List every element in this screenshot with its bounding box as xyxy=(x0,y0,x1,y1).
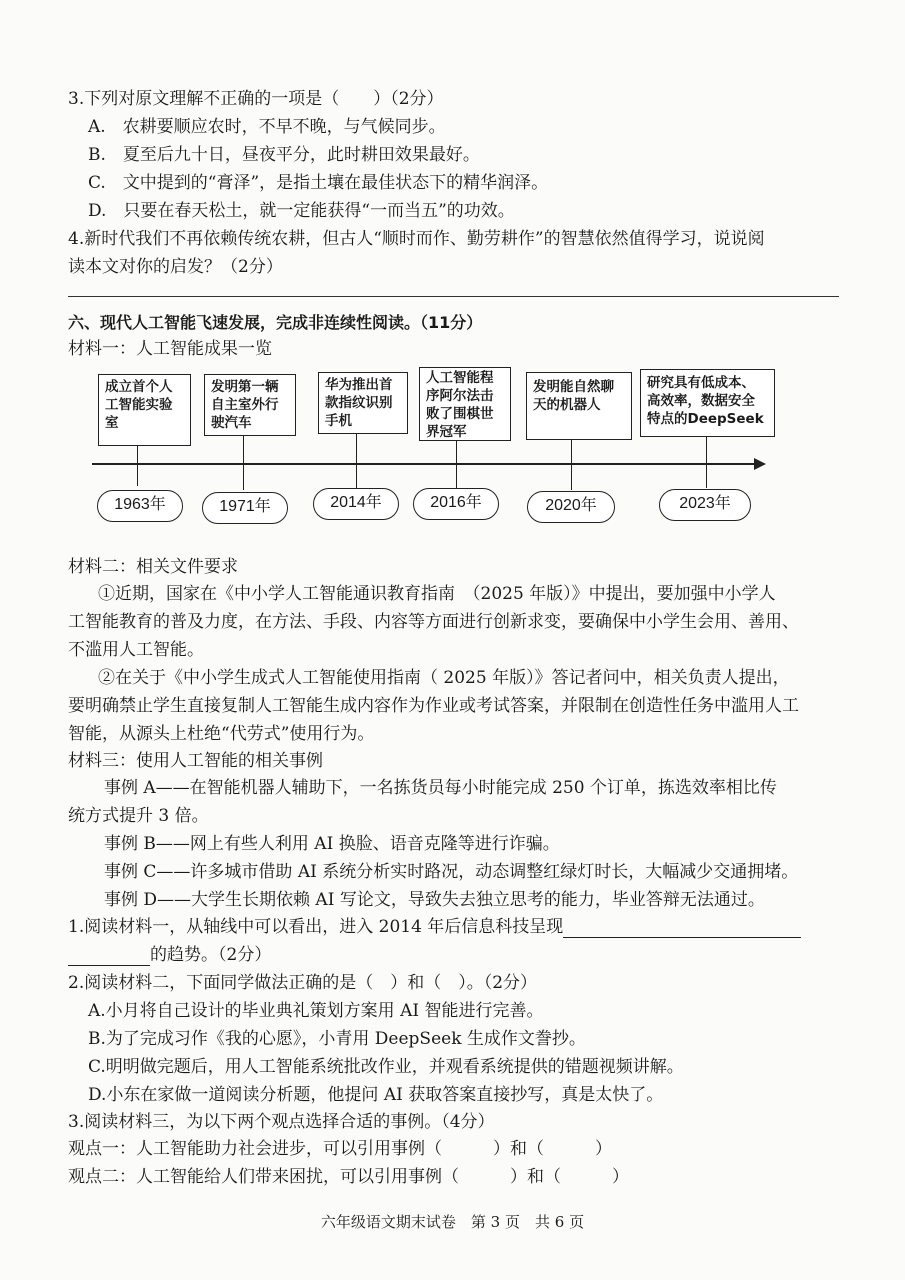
q4-line-2: 读本文对你的启发？（2分） xyxy=(68,257,283,277)
timeline-event-box: 发明第一辆 自主室外行 驶汽车 xyxy=(204,374,296,436)
timeline-year: 1963年 xyxy=(97,490,183,522)
material-2-paragraph-2-cont: 要明确禁止学生直接复制人工智能生成内容作为作业或考试答案，并限制在创造性任务中滥用人工 xyxy=(68,696,799,716)
material-2-title: 材料二：相关文件要求 xyxy=(68,557,238,577)
timeline-connector xyxy=(571,440,572,490)
case-a: 事例 A——在智能机器人辅助下，一名拣货员每小时能完成 250 个订单，拣选效率相比传 xyxy=(104,778,777,798)
q3-option-d: D. 只要在春天松土，就一定能获得“一而当五”的功效。 xyxy=(88,201,515,221)
timeline-year: 2020年 xyxy=(527,491,615,523)
sub-q1-line-2 xyxy=(68,944,271,966)
timeline-axis xyxy=(92,463,757,465)
timeline-year: 1971年 xyxy=(202,492,288,524)
case-a-cont: 统方式提升 3 倍。 xyxy=(68,806,209,826)
sub-q2-option-a: A.小月将自己设计的毕业典礼策划方案用 AI 智能进行完善。 xyxy=(88,1001,544,1021)
section-6-title: 六、现代人工智能飞速发展，完成非连续性阅读。（11分） xyxy=(68,313,483,332)
sub-q3-stem: 3.阅读材料三，为以下两个观点选择合适的事例。（4分） xyxy=(68,1112,495,1132)
sub-q2-stem: 2.阅读材料二，下面同学做法正确的是（ ）和（ ）。（2分） xyxy=(68,973,538,993)
timeline-connector xyxy=(243,436,244,490)
timeline-year: 2014年 xyxy=(313,488,399,520)
page-footer: 六年级语文期末试卷 第 3 页 共 6 页 xyxy=(320,1213,585,1231)
q3-option-c: C. 文中提到的“膏泽”，是指土壤在最佳状态下的精华润泽。 xyxy=(88,173,549,193)
viewpoint-1: 观点一：人工智能助力社会进步，可以引用事例（ ）和（ ） xyxy=(68,1139,612,1159)
timeline-event-box: 成立首个人 工智能实验 室 xyxy=(98,374,191,446)
sub-q2-option-b: B.为了完成习作《我的心愿》，小青用 DeepSeek 生成作文誊抄。 xyxy=(88,1029,586,1049)
timeline-connector xyxy=(137,446,138,486)
timeline-event-box: 人工智能程 序阿尔法击 败了围棋世 界冠军 xyxy=(419,367,511,441)
sub-q1-line-1 xyxy=(68,916,801,938)
q3-option-a: A. 农耕要顺应农时，不早不晚，与气候同步。 xyxy=(88,117,446,137)
material-2-paragraph-2: ②在关于《中小学生成式人工智能使用指南（ 2025 年版）》答记者问中，相关负责人提出， xyxy=(98,668,790,688)
case-c: 事例 C——许多城市借助 AI 系统分析实时路况，动态调整红绿灯时长，大幅减少交通拥堵。 xyxy=(104,862,799,882)
sub-q1-text-cont: 的趋势。（2分） xyxy=(150,945,272,965)
timeline-connector xyxy=(456,441,457,488)
q3-stem: 3.下列对原文理解不正确的一项是（ ）（2分） xyxy=(68,89,444,109)
sub-q2-option-c: C.明明做完题后，用人工智能系统批改作业，并观看系统提供的错题视频讲解。 xyxy=(88,1057,684,1077)
timeline-connector xyxy=(706,437,707,488)
timeline-event-box: 研究具有低成本、 高效率，数据安全 特点的DeepSeek xyxy=(640,369,775,437)
timeline-year: 2016年 xyxy=(413,488,499,520)
viewpoint-2: 观点二：人工智能给人们带来困扰，可以引用事例（ ）和（ ） xyxy=(68,1167,629,1187)
timeline-connector xyxy=(356,434,357,488)
material-2-paragraph-1-cont: 不滥用人工智能。 xyxy=(68,640,204,660)
material-2-paragraph-1: ①近期，国家在《中小学人工智能通识教育指南 （2025 年版）》中提出，要加强中小学人 xyxy=(98,584,776,604)
answer-line-divider xyxy=(68,296,839,297)
material-3-title: 材料三：使用人工智能的相关事例 xyxy=(68,751,323,771)
q4-line-1: 4.新时代我们不再依赖传统农耕，但古人“顺时而作、勤劳耕作”的智慧依然值得学习，说说阅 xyxy=(68,229,765,249)
timeline-arrow-icon xyxy=(754,458,766,470)
timeline-event-box: 发明能自然聊 天的机器人 xyxy=(526,372,632,440)
q3-option-b: B. 夏至后九十日，昼夜平分，此时耕田效果最好。 xyxy=(88,145,480,165)
answer-blank[interactable] xyxy=(563,919,801,938)
material-1-title: 材料一：人工智能成果一览 xyxy=(68,339,272,359)
material-2-paragraph-1-cont: 工智能教育的普及力度，在方法、手段、内容等方面进行创新求变，要确保中小学生会用、善用、 xyxy=(68,612,799,632)
timeline-year: 2023年 xyxy=(659,489,751,521)
case-b: 事例 B——网上有些人利用 AI 换脸、语音克隆等进行诈骗。 xyxy=(104,834,560,854)
sub-q1-text: 1.阅读材料一，从轴线中可以看出，进入 2014 年后信息科技呈现 xyxy=(68,917,564,937)
case-d: 事例 D——大学生长期依赖 AI 写论文，导致失去独立思考的能力，毕业答辩无法通过。 xyxy=(104,890,765,910)
material-2-paragraph-2-cont: 智能，从源头上杜绝“代劳式”使用行为。 xyxy=(68,724,375,744)
answer-blank[interactable] xyxy=(68,947,150,966)
timeline-event-box: 华为推出首 款指纹识别 手机 xyxy=(318,372,408,434)
sub-q2-option-d: D.小东在家做一道阅读分析题，他提问 AI 获取答案直接抄写，真是太快了。 xyxy=(88,1085,664,1105)
